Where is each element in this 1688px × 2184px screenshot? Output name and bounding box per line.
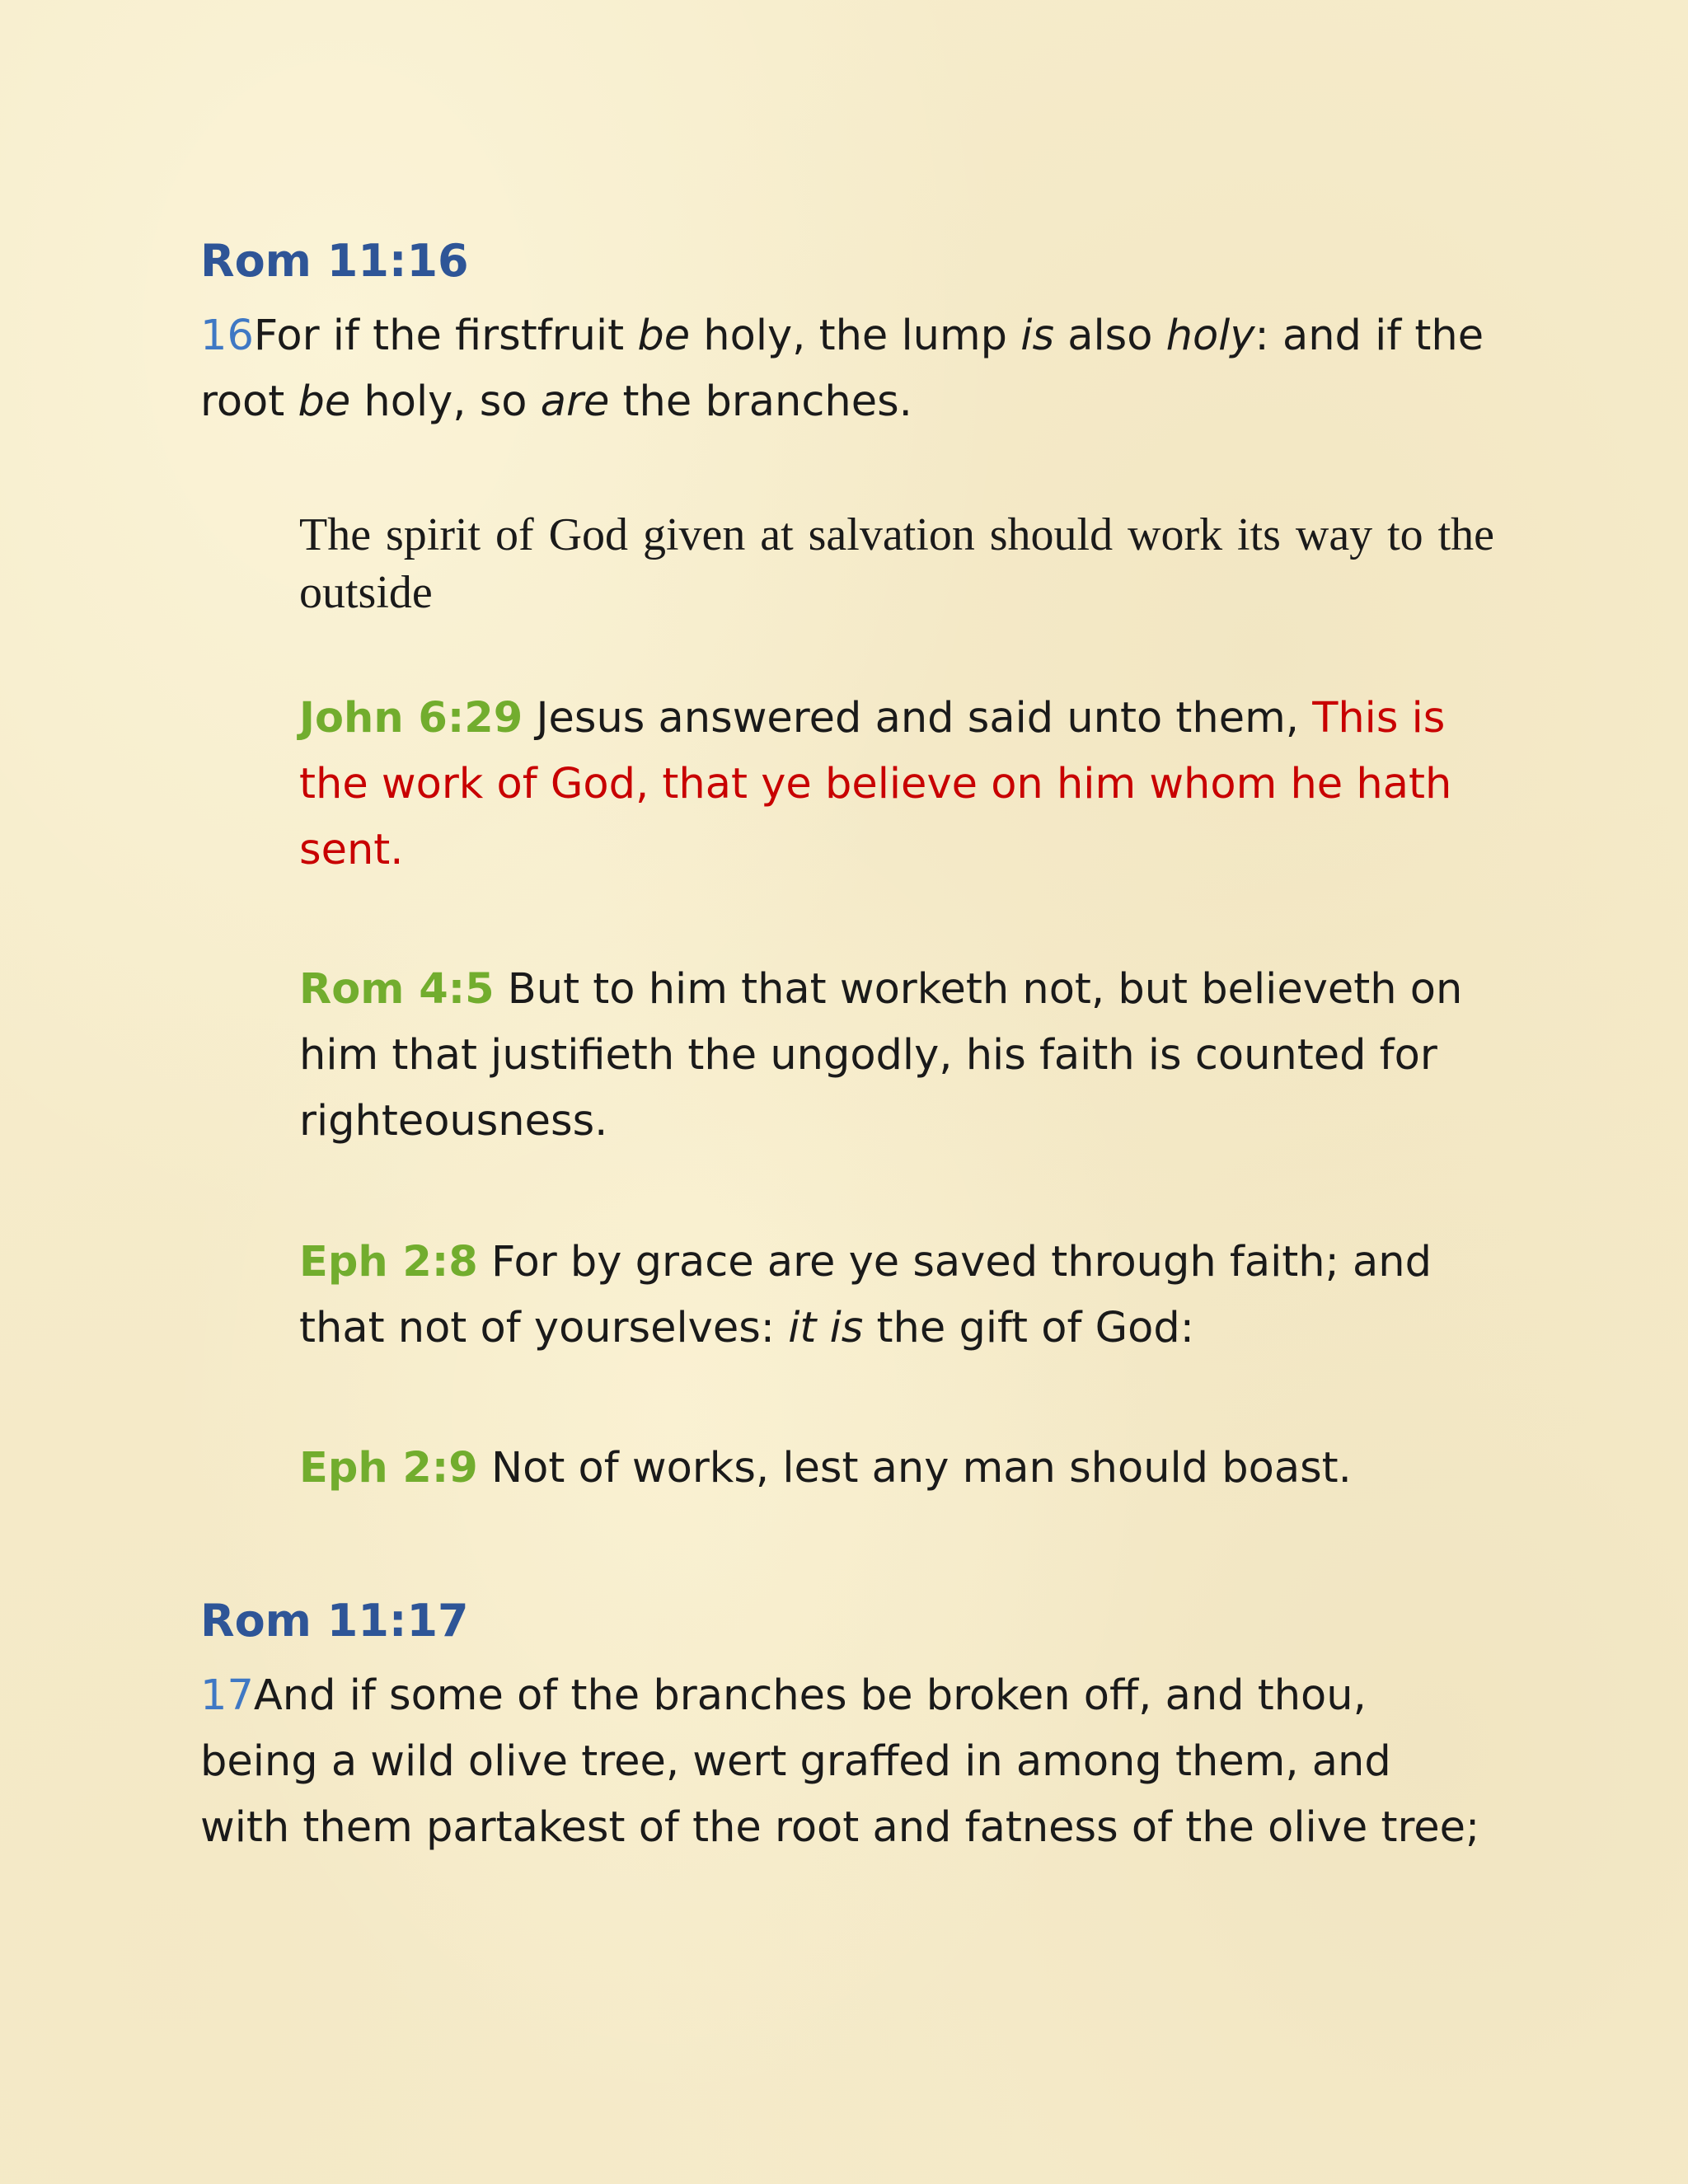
verse-heading-rom-11-16: Rom 11:16: [200, 235, 469, 287]
cross-reference-label: John 6:29: [299, 694, 523, 743]
words-of-jesus: This is the work of God, that ye believe on him whom he hath sent.: [299, 694, 1452, 874]
verse-number: 17: [200, 1671, 254, 1720]
cross-reference-john-6-29: John 6:29 Jesus answered and said unto them, This is the work of God, that ye believe on him whom he hath sent.: [299, 694, 1452, 874]
verse-number: 16: [200, 312, 254, 360]
cross-reference-eph-2-8: Eph 2:8 For by grace are ye saved through faith; and that not of yourselves: it is the gift of God:: [299, 1238, 1432, 1352]
verse-rom-11-17: 17And if some of the branches be broken off, and thou, being a wild olive tree, wert graffed in among them, and with them partakest of the root and fatness of the olive tree;: [200, 1671, 1480, 1852]
verse-heading-rom-11-17: Rom 11:17: [200, 1595, 469, 1647]
cross-reference-rom-4-5: Rom 4:5 But to him that worketh not, but believeth on him that justifieth the ungodly, his faith is counted for righteousness.: [299, 965, 1463, 1146]
cross-reference-eph-2-9: Eph 2:9 Not of works, lest any man should boast.: [299, 1444, 1352, 1493]
cross-reference-label: Rom 4:5: [299, 965, 495, 1014]
cross-reference-label: Eph 2:9: [299, 1444, 478, 1493]
cross-reference-label: Eph 2:8: [299, 1238, 478, 1286]
verse-rom-11-16: 16For if the firstfruit be holy, the lump is also holy: and if the root be holy, so are the branches.: [200, 312, 1484, 426]
commentary-note: The spirit of God given at salvation should work its way to the outside: [299, 509, 1494, 618]
